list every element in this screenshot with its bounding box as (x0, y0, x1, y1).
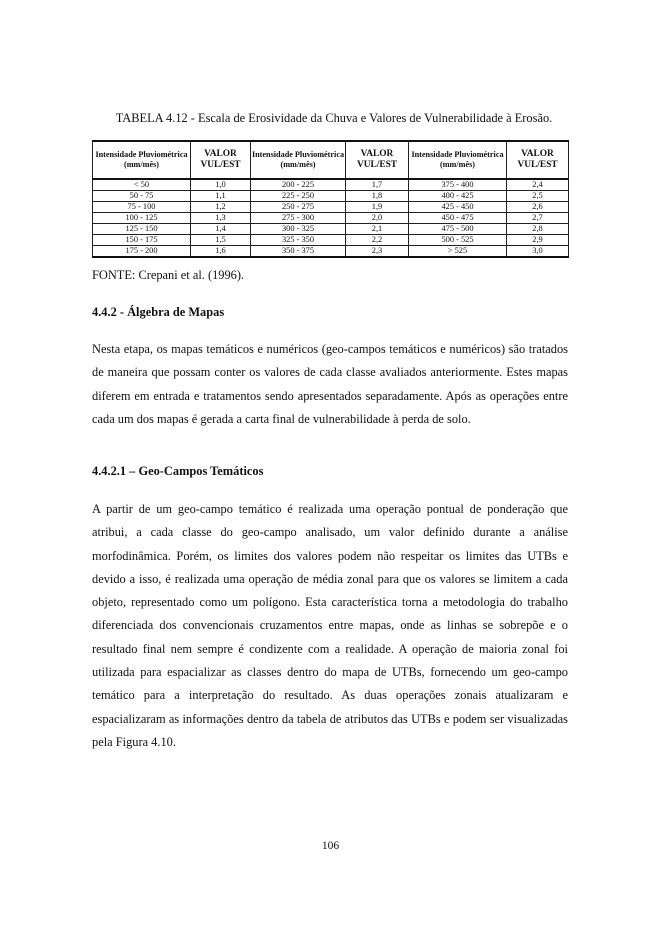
header-intensity-2: Intensidade Pluviométrica (mm/mês) (251, 141, 346, 179)
table-cell: 200 - 225 (251, 179, 346, 191)
table-cell: 1,4 (191, 224, 251, 235)
table-row (93, 235, 569, 246)
table-row (93, 202, 569, 213)
table-cell: 2,1 (346, 224, 409, 235)
table-cell: 3,0 (507, 246, 569, 258)
table-cell: 1,3 (191, 213, 251, 224)
header-intensity-3: Intensidade Pluviométrica (mm/mês) (409, 141, 507, 179)
table-cell: < 50 (93, 179, 191, 191)
table-cell: 1,5 (191, 235, 251, 246)
table-cell: 425 - 450 (409, 202, 507, 213)
table-row (93, 179, 569, 191)
table-cell: 450 - 475 (409, 213, 507, 224)
header-value-2: VALOR VUL/EST (346, 141, 409, 179)
table-cell: 2,6 (507, 202, 569, 213)
table-cell: 150 - 175 (93, 235, 191, 246)
table-cell: 2,3 (346, 246, 409, 258)
table-cell: 1,0 (191, 179, 251, 191)
page-number: 106 (321, 840, 340, 852)
paragraph-geo-campos: A partir de um geo-campo temático é realizada uma operação pontual de ponderação que atribui, a cada classe do geo-campo analisado, um valor definido durante a análise morfodinâmica. Porém, os limites dos valores podem não respeitar os limites das UTBs e devido a isso, é realizada uma operação de média zonal para que os valores se limitem a cada objeto, representado como um polígono. Esta característica torna a metodologia do trabalho diferenciada dos convencionais cruzamentos entre mapas, onde as linhas se sobrepõe e o resultado final nem sempre é condizente com a realidade. A operação de maioria zonal foi utilizada para espacializar as classes dentro do mapa de UTBs, fornecendo um geo-campo temático para a interpretação do resultado. As duas operações zonais atualizaram e espacializaram as informações dentro da tabela de atributos das UTBs e podem ser visualizadas pela Figura 4.10. (92, 502, 568, 749)
section-heading-geo-campos: 4.4.2.1 – Geo-Campos Temáticos (92, 464, 264, 478)
table-cell: 500 - 525 (409, 235, 507, 246)
section-heading-algebra: 4.4.2 - Álgebra de Mapas (92, 305, 225, 319)
table-cell: 375 - 400 (409, 179, 507, 191)
table-cell: 475 - 500 (409, 224, 507, 235)
table-cell: 400 - 425 (409, 191, 507, 202)
table-cell: 175 - 200 (93, 246, 191, 258)
table-row (93, 246, 569, 258)
table-row (93, 224, 569, 235)
table-header-row (93, 141, 569, 179)
table-cell: 1,7 (346, 179, 409, 191)
table-caption: TABELA 4.12 - Escala de Erosividade da Chuva e Valores de Vulnerabilidade à Erosão. (115, 111, 553, 125)
table-cell: 275 - 300 (251, 213, 346, 224)
table-cell: 325 - 350 (251, 235, 346, 246)
vulnerability-table (92, 140, 569, 258)
table-cell: 75 - 100 (93, 202, 191, 213)
table-cell: 225 - 250 (251, 191, 346, 202)
table-cell: 300 - 325 (251, 224, 346, 235)
table-row (93, 213, 569, 224)
table-cell: 2,5 (507, 191, 569, 202)
table-cell: 2,2 (346, 235, 409, 246)
table-cell: 2,0 (346, 213, 409, 224)
table-cell: 50 - 75 (93, 191, 191, 202)
table-cell: 1,6 (191, 246, 251, 258)
table-cell: 100 - 125 (93, 213, 191, 224)
table-cell: 2,4 (507, 179, 569, 191)
table-cell: 2,7 (507, 213, 569, 224)
table-cell: 1,2 (191, 202, 251, 213)
paragraph-algebra: Nesta etapa, os mapas temáticos e numéricos (geo-campos temáticos e numéricos) são tratados de maneira que possam conter os valores de cada classe avaliados anteriormente. Estes mapas diferem em entrada e tratamentos sendo apresentados separadamente. Após as operações entre cada um dos mapas é gerada a carta final de vulnerabilidade à perda de solo. (92, 342, 568, 426)
table-body (93, 179, 569, 257)
table-row (93, 191, 569, 202)
table-source: FONTE: Crepani et al. (1996). (92, 268, 245, 282)
table-cell: 250 - 275 (251, 202, 346, 213)
table-cell: 125 - 150 (93, 224, 191, 235)
table-cell: 2,8 (507, 224, 569, 235)
table-cell: 2,9 (507, 235, 569, 246)
table-cell: 1,1 (191, 191, 251, 202)
table-cell: 350 - 375 (251, 246, 346, 258)
header-value-3: VALOR VUL/EST (507, 141, 569, 179)
header-value-1: VALOR VUL/EST (191, 141, 251, 179)
table-cell: 1,8 (346, 191, 409, 202)
table-cell: 1,9 (346, 202, 409, 213)
header-intensity-1: Intensidade Pluviométrica (mm/mês) (93, 141, 191, 179)
table-cell: > 525 (409, 246, 507, 258)
